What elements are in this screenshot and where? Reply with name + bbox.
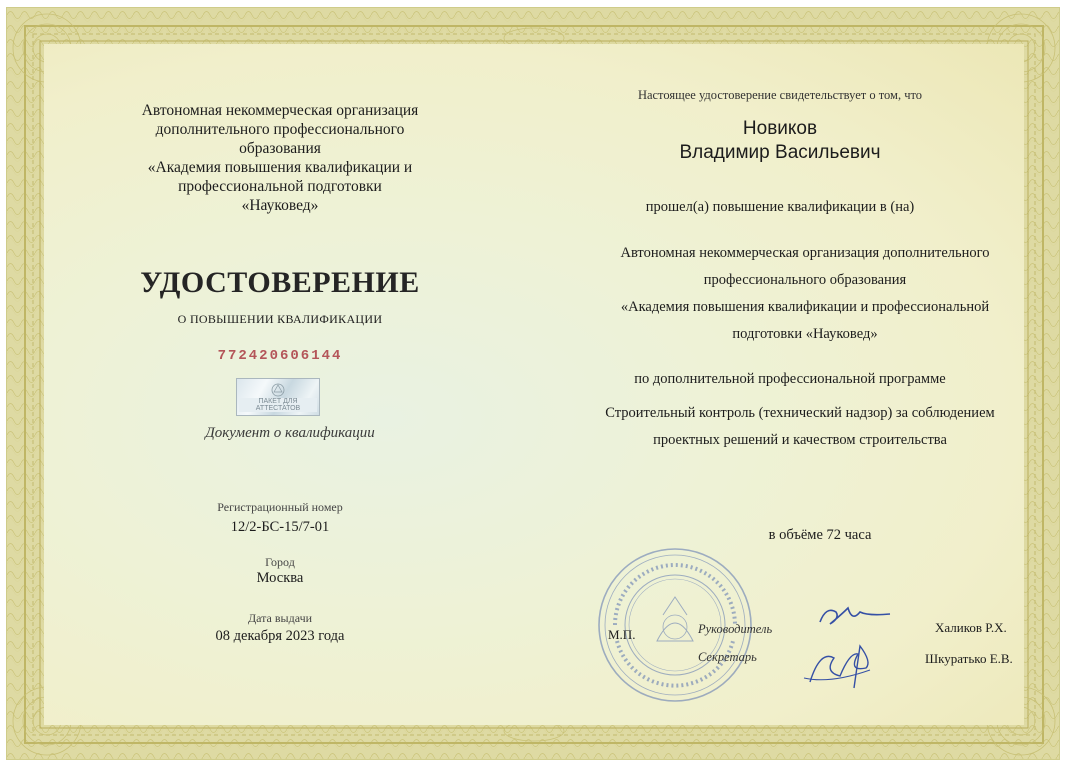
- document-title: УДОСТОВЕРЕНИЕ: [140, 266, 420, 299]
- program-label: по дополнительной профессиональной программе: [634, 371, 946, 387]
- organization-line: профессионального образования: [703, 272, 907, 288]
- training-organization: [580, 240, 1030, 348]
- issue-date-label: Дата выдачи: [247, 611, 313, 625]
- organization-line: Автономная некоммерческая организация дополнительного: [620, 245, 990, 261]
- serial-number: 772420606144: [217, 348, 343, 364]
- program-name: [580, 400, 1020, 454]
- director-signature-icon: [812, 596, 894, 636]
- issuer-organization: [130, 101, 430, 215]
- issuer-line: образования: [239, 140, 321, 157]
- city-value: Москва: [256, 570, 304, 586]
- hours-volume: в объёме 72 часа: [768, 527, 872, 543]
- director-name: Халиков Р.Х.: [935, 620, 1007, 635]
- secretary-name: Шкуратько Е.В.: [925, 651, 1013, 666]
- holder-surname: Новиков: [742, 118, 818, 139]
- organization-line: подготовки «Науковед»: [732, 326, 878, 342]
- issue-date-value: 08 декабря 2023 года: [215, 628, 345, 644]
- secretary-signature-icon: [800, 632, 880, 692]
- hologram-caption: ПАКЕТ ДЛЯ АТТЕСТАТОВ: [239, 398, 317, 412]
- passed-text: прошел(а) повышение квалификации в (на): [645, 199, 915, 215]
- stamp-place-label: М.П.: [608, 627, 636, 642]
- registration-label: Регистрационный номер: [217, 500, 343, 514]
- issuer-line: «Академия повышения квалификации и: [147, 159, 413, 176]
- document-subtitle: О ПОВЫШЕНИИ КВАЛИФИКАЦИИ: [177, 312, 383, 326]
- issuer-line: Автономная некоммерческая организация: [141, 102, 419, 119]
- hologram-sticker: [236, 378, 320, 416]
- registration-value: 12/2-БС-15/7-01: [230, 519, 330, 535]
- city-label: Город: [265, 555, 295, 569]
- issuer-line: дополнительного профессионального: [155, 121, 405, 138]
- director-role: Руководитель: [698, 622, 773, 636]
- intro-text: Настоящее удостоверение свидетельствует о том, что: [637, 88, 923, 102]
- document-kind: Документ о квалификации: [205, 425, 375, 441]
- issuer-line: «Науковед»: [241, 197, 319, 214]
- organization-line: «Академия повышения квалификации и профессиональной: [620, 299, 990, 315]
- issuer-line: профессиональной подготовки: [178, 178, 382, 195]
- holder-given-names: Владимир Васильевич: [679, 142, 881, 163]
- secretary-role: Секретарь: [698, 650, 757, 664]
- program-line: проектных решений и качеством строительства: [653, 432, 947, 448]
- program-line: Строительный контроль (технический надзор) за соблюдением: [605, 405, 995, 421]
